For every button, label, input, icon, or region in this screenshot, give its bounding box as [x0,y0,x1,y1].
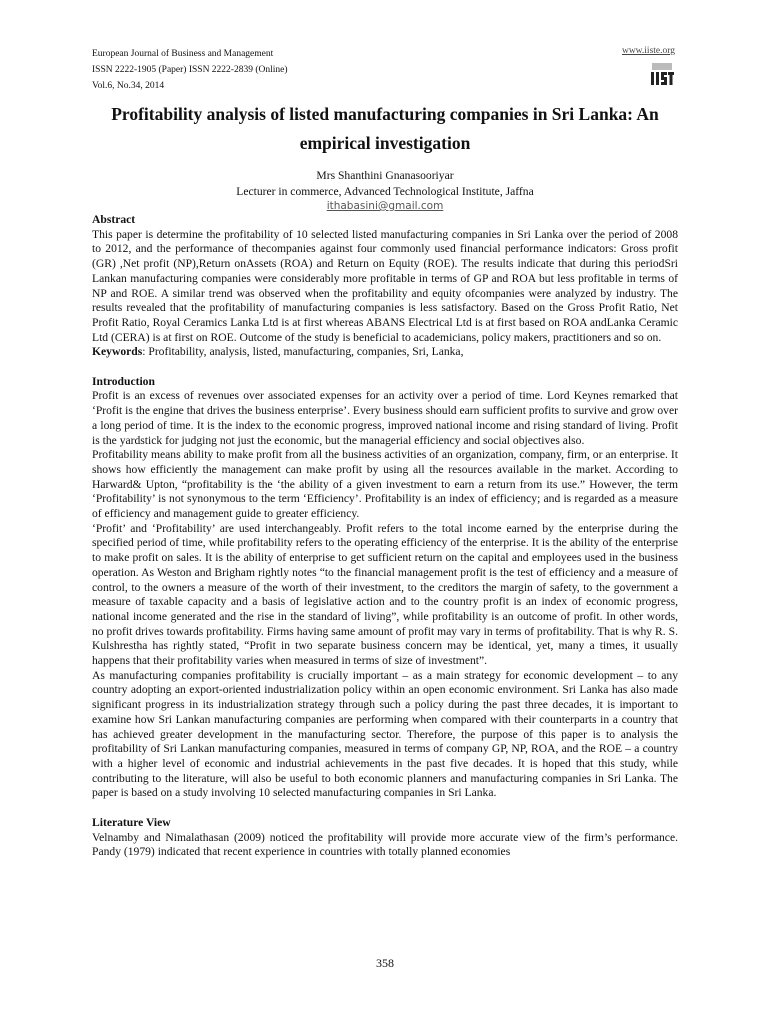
author-block [92,168,678,215]
author-affiliation: Lecturer in commerce, Advanced Technological Institute, Jaffna [236,184,534,198]
journal-issn: ISSN 2222-1905 (Paper) ISSN 2222-2839 (Online) [92,65,288,75]
abstract-heading: Abstract [92,213,136,226]
page-number: 358 [376,956,394,970]
iiste-logo-icon [649,62,675,86]
journal-name: European Journal of Business and Management [92,49,274,59]
keywords-text: : Profitability, analysis, listed, manufacturing, companies, Sri, Lanka, [142,345,464,359]
intro-paragraph-2: Profitability means ability to make profit from all the business activities of an organization, company, firm, or an enterprise. It shows how efficiently the management can make profit by using all the resources available in the market. According to Harward& Upton, “profitability is the ‘the ability of a given investment to earn a return from its use.” However, the term ‘Profitability’ is not synonymous to the term ‘Efficiency’. Profitability is an index of efficiency; and is regarded as a measure of efficiency and management guide to greater efficiency. [92,448,678,521]
journal-website-link[interactable]: www.iiste.org [621,46,675,56]
abstract-text: This paper is determine the profitability of 10 selected listed manufacturing companies in Sri Lanka over the period of 2008 to 2012, and the performance of thecompanies against four commonly used financial performance indicators: Gross profit (GR) ,Net profit (NP),Return onAssets (ROA) and Return on Equity (ROE). The results indicate that during this periodSri Lankan manufacturing companies were considerably more profitable in terms of GP and ROA but less profitable in terms of NP and ROE. A similar trend was observed when the profitability and equity ofcompanies were analyzed by industry. The results revealed that the profitability of manufacturing companies is less satisfactory. Based on the Gross Profit Ratio, Net Profit Ratio, Royal Ceramics Lanka Ltd is at first whereas ABANS Electrical Ltd is at first based on ROA andLanka Ceramic Ltd (CERA) is at first on ROE. Outcome of the study is beneficial to academicians, policy makers, practitioners and so on. [92,227,678,344]
paper-title: Profitability analysis of listed manufacturing companies in Sri Lanka: An empirical investigation [111,104,659,153]
paper-body [92,213,678,860]
introduction-heading: Introduction [92,374,155,388]
intro-paragraph-1: Profit is an excess of revenues over associated expenses for an activity over a period of time. Lord Keynes remarked that ‘Profit is the engine that drives the business enterprise’. Every business should earn sufficient profits to survive and grow over a long period of time. It is the index to the economic progress, improved national income and rising standard of living. Profit is the yardstick for judging not just the economic, but the managerial efficiency and social objectives also. [92,389,678,447]
journal-volume: Vol.6, No.34, 2014 [92,81,165,91]
journal-header [92,46,288,94]
author-name: Mrs Shanthini Gnanasooriyar [316,169,454,182]
literature-heading: Literature View [92,815,171,829]
intro-paragraph-4: As manufacturing companies profitability is crucially important – as a main strategy for economic development – to any country adopting an export-oriented industrialization policy within an open economic environment. Sri Lanka has also made significant progress in its industrialization strategy through such a policy during the past three decades, it is important to examine how Sri Lankan manufacturing companies are performing when compared with their counterparts in a country that has achieved greater development in the manufacturing sector. Therefore, the purpose of this paper is to analysis the profitability of Sri Lankan manufacturing companies, measured in terms of company GP, NP, ROA, and the ROE – a country with a higher level of economic and industrial achievements in the past five decades. It is hoped that this study, while contributing to the literature, will also be useful to both economic planners and manufacturing companies in Sri Lanka. The paper is based on a study involving 10 selected manufacturing companies in Sri Lanka. [92,668,678,800]
keywords-line [92,345,678,360]
literature-text: Velnamby and Nimalathasan (2009) noticed the profitability will provide more accurate view of the firm’s performance. Pandy (1979) indicated that recent experience in countries with totally planned economies [92,830,678,859]
intro-paragraph-3: ‘Profit’ and ‘Profitability’ are used interchangeably. Profit refers to the total income earned by the enterprise during the specified period of time, while profitability refers to the operating efficiency of the enterprise. It is the ability of the enterprise to make profit on sales. It is the ability of enterprise to get sufficient return on the capital and employees used in the business operation. As Weston and Brigham rightly notes “to the financial management profit is the test of efficiency and a measure of control, to the owners a measure of the worth of their investment, to the creditors the margin of safety, to the government a measure of taxable capacity and a basis of legislative action and to the country profit is an index of economic progress, national income generated and the rise in the standard of living”, while profitability is an outcome of profit. In other words, no profit drives towards profitability. Firms having same amount of profit may vary in terms of profitability. That is why R. S. Kulshrestha has rightly stated, “Profit in two separate business concern may be identical, yet, many a times, it usually happens that their profitability varies when measured in terms of size of investment”. [92,521,678,668]
keywords-label: Keywords [92,345,143,359]
author-email-link[interactable]: ithabasini@gmail.com [326,200,444,212]
